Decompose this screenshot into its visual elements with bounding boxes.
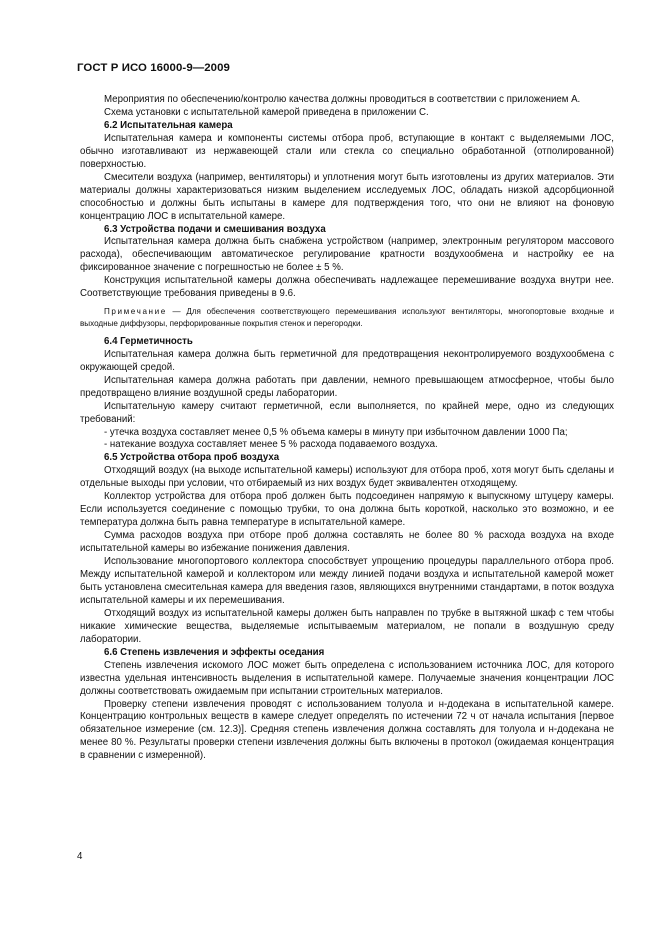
- document-body: [80, 94, 614, 763]
- paragraph-scheme: Схема установки с испытательной камерой приведена в приложении С.: [104, 106, 429, 118]
- section-heading-6-3: 6.3 Устройства подачи и смешивания воздуха: [104, 223, 326, 235]
- paragraph-mixing: Конструкция испытательной камеры должна обеспечивать надлежащее перемешивание воздуха внутри нее. Соответствующие требования приведены в 9.6.: [80, 275, 614, 300]
- paragraph-flow-control: Испытательная камера должна быть снабжена устройством (например, электронным регулятором массового расхода), обеспечивающим автоматическое регулирование кратности воздухообмена и настройку ее на фиксированное значение с погрешностью не более ± 5 %.: [80, 236, 614, 274]
- paragraph-mixers: Смесители воздуха (например, вентиляторы) и уплотнения могут быть изготовлены из других материалов. Эти материалы должны характеризоваться низким выделением исследуемых ЛОС, обладать низкой адсорбционной способностью и должны быть испытаны в камере для подтверждения того, что они не влияют на фоновую концентрацию ЛОС в испытательной камере.: [80, 171, 614, 222]
- list-item-leak: - утечка воздуха составляет менее 0,5 % объема камеры в минуту при избыточном давлении 1000 Па;: [104, 426, 568, 438]
- note: [80, 306, 614, 330]
- paragraph-flow-sum: Сумма расходов воздуха при отборе проб должна составлять не более 80 % расхода воздуха на входе испытательной камеры во избежание понижения давления.: [80, 530, 614, 555]
- paragraph-chamber-material: Испытательная камера и компоненты системы отбора проб, вступающие в контакт с выделяемыми ЛОС, обычно изготавливают из нержавеющей стали или стекла со специально обработанной (отполированной) поверхностью.: [80, 132, 614, 170]
- paragraph-collector: Коллектор устройства для отбора проб должен быть подсоединен напрямую к выпускному штуцеру камеры. Если используется соединение с помощью трубки, то она должна быть короткой, насколько это возможно, и ее температура должна быть равна температуре в испытательной камере.: [80, 491, 614, 529]
- paragraph-pressure: Испытательная камера должна работать при давлении, немного превышающем атмосферное, чтобы было предотвращено влияние воздушной среды лаборатории.: [80, 374, 614, 399]
- section-heading-6-2: 6.2 Испытательная камера: [104, 119, 233, 131]
- document-header: ГОСТ Р ИСО 16000-9—2009: [77, 62, 230, 74]
- section-heading-6-4: 6.4 Герметичность: [104, 335, 193, 347]
- paragraph-exhaust-sampling: Отходящий воздух (на выходе испытательной камеры) используют для отбора проб, хотя могут быть сделаны и отдельные выходы при условии, что отбираемый из них воздух будет эквивалентен отходящему.: [80, 465, 614, 490]
- paragraph-qa: Мероприятия по обеспечению/контролю качества должны проводиться в соответствии с приложением А.: [104, 94, 581, 105]
- section-heading-6-5: 6.5 Устройства отбора проб воздуха: [104, 452, 280, 464]
- paragraph-multiport: Использование многопортового коллектора способствует упрощению процедуры параллельного отбора проб. Между испытательной камерой и коллектором или между линией подачи воздуха и испытательной камерой может быть установлена смесительная камера для введения газов, являющихся внутренними стандартами, в поток воздуха испытательной камеры и их перемешивания.: [80, 556, 614, 606]
- paragraph-fume-hood: Отходящий воздух из испытательной камеры должен быть направлен по трубке в вытяжной шкаф с тем чтобы никакие химические вещества, выделяемые испытываемым материалом, не попали в воздушную среду лаборатории.: [80, 607, 614, 645]
- note-text: — Для обеспечения соответствующего перемешивания используют вентиляторы, многопортовые входные и выходные диффузоры, перфорированные покрытия стенок и перегородки.: [80, 307, 614, 329]
- paragraph-airtight-criteria: Испытательную камеру считают герметичной, если выполняется, по крайней мере, одно из следующих требований:: [80, 400, 614, 425]
- paragraph-recovery-check: Проверку степени извлечения проводят с использованием толуола и н-додекана в испытательной камере. Концентрацию контрольных веществ в камере следует определять по истечении 72 ч от начала испытания [первое обязательное измерение (см. 12.3)]. Средняя степень извлечения должна составлять для толуола и н-додекана не менее 80 %. Результаты проверки степени извлечения должны быть включены в протокол (ожидаемая концентрация в сравнении с измеренной).: [80, 698, 614, 762]
- paragraph-recovery: Степень извлечения искомого ЛОС может быть определена с использованием источника ЛОС, для которого известна удельная интенсивность выделения в испытательной камере. Получаемые значения концентрации ЛОС должны соответствовать ожидаемым при испытании строительных материалов.: [80, 659, 614, 697]
- page-number: 4: [77, 851, 83, 862]
- list-item-inflow: - натекание воздуха составляет менее 5 % расхода подаваемого воздуха.: [104, 439, 438, 451]
- note-label: Примечание: [104, 307, 167, 317]
- paragraph-airtight: Испытательная камера должна быть герметичной для предотвращения неконтролируемого воздухообмена с окружающей средой.: [80, 348, 614, 373]
- section-heading-6-6: 6.6 Степень извлечения и эффекты оседания: [104, 646, 325, 658]
